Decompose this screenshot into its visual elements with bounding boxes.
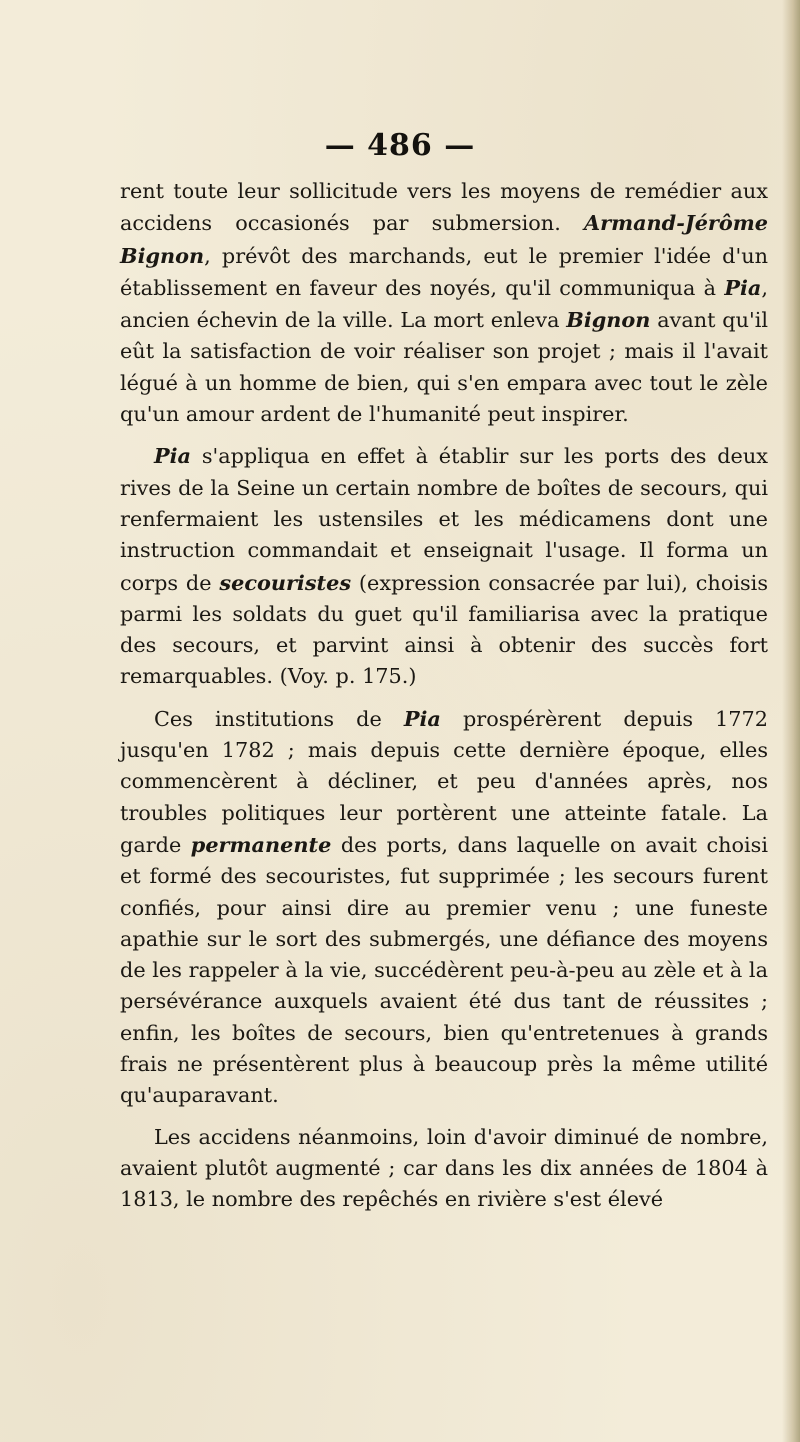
paragraph-2 (120, 440, 768, 692)
italic-term: Bignon (566, 307, 651, 333)
italic-term: Pia (724, 274, 762, 300)
text-run: avant qu'il eût la satisfaction de voir réaliser son projet ; mais il l'avait légué à un homme de bien, qui s'en empara avec tout le zèle qu'un amour ardent de l'humanité peut inspirer. (120, 308, 768, 427)
paragraph-1 (120, 176, 768, 430)
italic-term: Armand-Jérôme Bignon (120, 210, 768, 268)
page-edge-shadow (782, 0, 800, 1442)
italic-term: Pia (154, 443, 192, 469)
page-number-header: — 486 — (324, 128, 476, 163)
body-text (120, 176, 768, 1226)
paragraph-4 (120, 1122, 768, 1216)
italic-term: Pia (403, 705, 441, 731)
paragraph-3 (120, 703, 768, 1112)
text-run: Ces institutions de (154, 706, 404, 731)
italic-term: permanente (190, 831, 332, 857)
text-run: rent toute leur sollicitude vers les moyens de remédier aux accidens occasionés par submersion. (120, 179, 768, 236)
text-run: s'appliqua en effet à établir sur les ports des deux rives de la Seine un certain nombre de boîtes de secours, qui renfermaient les ustensiles et les médicamens dont une instruction commandait et enseignait l'usage. Il forma un corps de (120, 444, 768, 595)
text-run: , prévôt des marchands, eut le premier l'idée d'un établissement en faveur des noyés, qu'il communiqua à (120, 243, 768, 300)
text-run: des ports, dans laquelle on avait choisi et formé des secouristes, fut supprimée ; les secours furent confiés, pour ainsi dire au premier venu ; une funeste apathie sur le sort des submergés, une défiance des moyens de les rappeler à la vie, succédèrent peu-à-peu au zèle et à la persévérance auxquels avaient été dus tant de réussites ; enfin, les boîtes de secours, bien qu'entretenues à grands frais ne présentèrent plus à beaucoup près la même utilité qu'auparavant. (120, 832, 768, 1108)
italic-term: secouristes (219, 569, 352, 595)
text-run: , ancien échevin de la ville. La mort enleva (120, 275, 768, 333)
text-run: (expression consacrée par lui), choisis parmi les soldats du guet qu'il familiarisa avec la pratique des secours, et parvint ainsi à obtenir des succès fort remarquables. (Voy. p. 175.) (120, 570, 768, 689)
text-run: prospérèrent depuis 1772 jusqu'en 1782 ; mais depuis cette dernière époque, elles commencèrent à décliner, et peu d'années après, nos troubles politiques leur portèrent une atteinte fatale. La garde (120, 706, 769, 857)
text-run: Les accidens néanmoins, loin d'avoir diminué de nombre, avaient plutôt augmenté ; car dans les dix années de 1804 à 1813, le nombre des repêchés en rivière s'est élevé (120, 1124, 768, 1212)
